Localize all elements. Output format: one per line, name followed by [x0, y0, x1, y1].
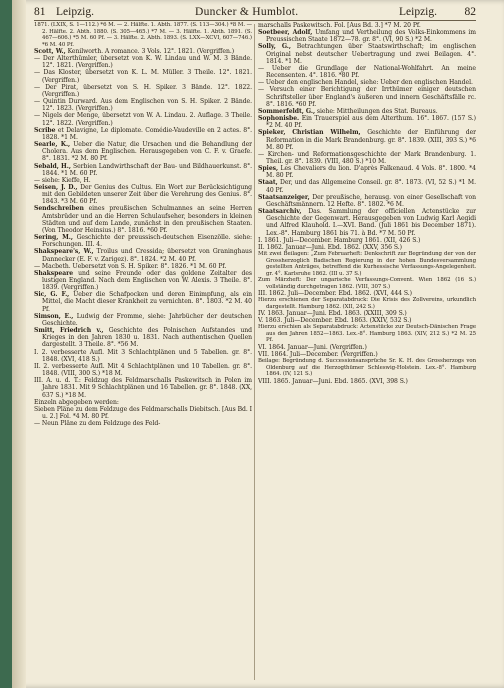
entry-author: Seisen, J. D., [34, 183, 78, 191]
entry-text: Zum Märzheft: Der ungarische Verfassungs-Convent. Wien 1862 (16 S.) vollständig durchgetragen 1862. (VIII, 307 S.) [258, 277, 476, 290]
entry-text: Kenilworth. A romance. 3 Vols. 12°. 1821. (Vergriffen.) [67, 48, 235, 55]
catalog-entry [34, 69, 252, 83]
catalog-entry [34, 22, 252, 48]
catalog-entry [258, 29, 476, 43]
catalog-entry [258, 251, 476, 277]
catalog-entry [34, 84, 252, 98]
entry-author: Sendschreiben [34, 205, 84, 213]
entry-author: Solly, G., [258, 43, 291, 51]
catalog-entry [258, 151, 476, 165]
catalog-entry [34, 263, 252, 270]
catalog-entry [258, 297, 476, 310]
column-divider [254, 24, 255, 680]
catalog-entry [258, 244, 476, 251]
entry-text: Das. Sammlung der officiellen Actenstücke zur Geschichte der Gegenwart. Herausgegeben von Ludwig Karl Aegidi und Alfred Klauhold. I.—XVI. Band. (Juli 1861 bis December 1871). Lex.-8°. Hamburg 1861 bis 71. à Bd. *7 M. 50 Pf. [266, 208, 476, 237]
catalog-entry [34, 141, 252, 162]
entry-author: Sering, M., [34, 234, 73, 242]
catalog-entry [34, 234, 252, 248]
entry-text: Einzeln abgegeben werden: [34, 398, 119, 406]
entry-text: — Versuch einer Berichtigung der Irrthümer einiger deutschen Schriftsteller über England's äußeren und innern Geschäftsfälle rc. 8°. 1816. *60 Pf. [258, 86, 476, 108]
left-column [34, 22, 252, 682]
catalog-entry [34, 112, 252, 126]
entry-text: und seine Freunde oder das goldene Zeitalter des lustigen England. Nach dem Englischen von W. Alexis. 3 Theile. 8°. 1839. (Vergriffen.) [42, 269, 252, 292]
entry-text: — Ueber den englischen Handel, siehe: Ueber den englischen Handel. [258, 79, 473, 87]
entry-author: Scribe [34, 126, 56, 134]
entry-text: Ueber die Natur, die Ursachen und die Behandlung der Cholera. Aus dem Englischen. Herausgegeben von C. F. v. Graefe. 8°. 1831. *2 M. 80 Pf. [42, 141, 252, 163]
entry-text: Beilage: Begründung d. Successionsansprüche Sr. K. H. des Grossherzogs von Oldenburg auf die Herzogthümer Schleswig-Holstein. Lex.-8°. Hamburg 1864. (IV, 121 S.) [258, 358, 476, 378]
entry-author: Shakspeare's, W., [34, 248, 94, 256]
entry-author: Scott, W., [34, 48, 66, 55]
catalog-entry [258, 378, 476, 385]
entry-text: Geschichte der Einführung der Reformation in die Mark Brandenburg. gr. 8°. 1839. (XIII, 393 S.) *6 M. 80 Pf. [266, 129, 476, 151]
catalog-entry [34, 363, 252, 377]
catalog-entry [34, 177, 252, 184]
entry-text: III. A. u. d. T.: Feldzug des Feldmarschalls Paskewitsch in Polen im Jahre 1831. Mit 9 Schlachtplänen und 16 Tabellen. gr. 8°. 1848. (XX, 637 S.) *18 M. [34, 377, 252, 399]
catalog-entry [258, 79, 476, 86]
brace-price-label: *18 M. [100, 370, 123, 378]
entry-text: — Nigels der Menge, übersetzt von W. A. Lindau. 2. Auflage. 3 Theile. 12°. 1822. (Vergriffen.) [34, 112, 252, 127]
entry-text: Geschichte der preussisch-deutschen Eisenzölle. siehe: Forschungen. III. 4. [42, 234, 252, 249]
publisher-name: Duncker & Humblot. [195, 6, 299, 18]
catalog-entry [258, 179, 476, 193]
entry-text: — Macbeth. Uebersetzt von S. H. Spiker. 8°. 1826. *1 M. 60 Pf. [34, 262, 227, 270]
entry-text: Troilus und Cressida; übersetzt von Graninghaus Dannecker (E. F. v. Zarigez). 8°. 1824. *2 M. 40 Pf. [42, 248, 252, 263]
right-column [258, 22, 476, 682]
entry-text: IV. 1863. Januar—Juni. Ebd. 1863. (XXIII, 309 S.) [258, 310, 407, 318]
catalog-entry [258, 317, 476, 324]
entry-text: V. 1863. Juli—December. Ebd. 1863. (XXIV, 532 S.) [258, 317, 412, 325]
entry-author: Staatsarchiv, [258, 208, 302, 216]
city-right: Leipzig. [399, 6, 437, 18]
catalog-entry [34, 48, 252, 55]
entry-text: II. 2. verbesserte Aufl. Mit 4 Schlachtplänen und 10 Tabellen. gr. 8°. 1848. (VIII, 300 S.) [34, 362, 252, 378]
entry-text: II. 1862. Januar—Juni. Ebd. 1862. (XXV, 356 S.) [258, 243, 403, 251]
catalog-entry [258, 165, 476, 179]
entry-text: VI. 1864. Januar—Juni. (Vergriffen.) [258, 343, 367, 351]
entry-text: Sieben Pläne zu dem Feldzuge des Feldmarschalls Diebitsch. [Aus Bd. I u. 2.] Fol. *4 M. 80 Pf. [34, 405, 252, 420]
entry-text: — Der Alterthümler, übersetzt von K. W. Lindau und W. M. 3 Bände. 12°. 1821. (Vergriffen.) [34, 55, 252, 70]
entry-text: marschalls Paskewitsch. Fol. [Aus Bd. 3.] *7 M. 20 Pf. [258, 22, 421, 29]
entry-author: Sic, G. F., [34, 291, 70, 299]
catalog-entry [34, 98, 252, 112]
entry-text: — Kirchen- und Reformationsgeschichte der Mark Brandenburg. 1. Theil. gr. 8°. 1839. (VIII, 480 S.) *10 M. [258, 150, 476, 165]
entry-text: Hierzu erschienen der Separatabdruck: Die Krisis des Zollvereins, urkundlich dargestellt. Hamburg 1862. (XII, 242 S.) [258, 297, 476, 310]
entry-text: III. 1862. Juli—December. Ebd. 1862. (XVI, 444 S.) [258, 290, 412, 297]
catalog-entry [34, 127, 252, 141]
catalog-entry [258, 290, 476, 297]
entry-text: Serbien Landwirthschaft der Bau- und Bildhauerkunst. 8°. 1844. *1 M. 60 Pf. [42, 162, 252, 177]
entry-text: et Delavigne, Le diplomate. Comédie-Vaudeville en 2 actes. 8°. 1828. *1 M. [42, 126, 252, 141]
entry-text: Les Chevaliers du lion. D'après Falkenaud. 4 Vols. 8°. 1800. *4 M. 80 Pf. [266, 165, 476, 180]
entry-author: Soetbeer, Adolf, [258, 29, 313, 37]
catalog-entry [258, 358, 476, 378]
catalog-entry [258, 324, 476, 344]
entry-author: Searle, K., [34, 141, 71, 149]
entry-text: Betrachtungen über Staatswirthschaft; im englischen Original nebst deutscher Uebertragung und zwei Beilagen. 4°. 1814. *1 M. [266, 43, 476, 65]
entry-text: Der Genius des Cultus. Ein Wort zur Berücksichtigung mit den Gebildeten unserer Zeit über die Verehrung des Genius. 8°. 1843. *3 M. 60 Pf. [42, 183, 252, 206]
entry-author: Sommerfeldt, G., [258, 107, 316, 115]
catalog-entry [258, 310, 476, 317]
catalog-entry [34, 313, 252, 327]
page-number-left: 81 [34, 6, 46, 18]
catalog-entry [258, 86, 476, 107]
entry-author: Staat, [258, 179, 278, 187]
page-number-right: 82 [464, 6, 476, 18]
catalog-entry [34, 205, 252, 234]
catalog-entry [258, 194, 476, 208]
header-rule [34, 20, 476, 21]
catalog-entry [258, 351, 476, 358]
entry-author: Spieker, Christian Wilhelm, [258, 129, 361, 137]
entry-text: — Ueber die Grundlage der National-Wohlfahrt. An meine Recensenten. 4°. 1816. *80 Pf. [258, 64, 476, 80]
entry-text: Ueber die Schafpocken und deren Einimpfung, als ein Mittel, die Macht dieser Krankheit zu vernichten. 8°. 1803. *2 M. 40 Pf. [42, 291, 252, 313]
entry-author: Simson, E., [34, 312, 74, 320]
catalog-entry [34, 377, 252, 398]
entry-text: Geschichte des Polnischen Aufstandes und Krieges in den Jahren 1830 u. 1831. Nach authentischen Quellen dargestellt. 3 Theile. 8°. *56 M. [42, 327, 252, 349]
catalog-entry [258, 115, 476, 129]
catalog-entry [34, 270, 252, 291]
entry-text: — siehe: Kieffe, H. [34, 176, 91, 184]
entry-text: VII. 1864. Juli—December. (Vergriffen.) [258, 351, 378, 359]
entry-text: — Das Kloster, übersetzt von K. L. M. Müller. 3 Theile. 12°. 1821. (Vergriffen.) [34, 69, 252, 84]
catalog-entry [34, 420, 252, 427]
entry-author: Sophonisbe. [258, 115, 300, 123]
catalog-entry [34, 327, 252, 348]
catalog-entry [34, 399, 252, 406]
entry-text: 1871. (LXIX, S. 1—112.) *6 M. — 2. Hälfte. 1. Abth. 1877. (S. 113—304.) *8 M. — 2. Hälfte. 2. Abth. 1880. (S. 305—465.) *7 M. — 3. Hälfte. 1. Abth. 1891. (S. 467—606.) *5 M. 60 Pf. — 3. Hälfte. 2. Abth. 1893. (S. LXX—XCVI, 607—746.) *6 M. 40 Pf. [34, 22, 252, 48]
entry-author: Sebald, H., [34, 162, 71, 170]
entry-text: siehe: Mittheilungen des Stat. Bureaus. [316, 107, 438, 115]
entry-text: Der, und das Allgemeine Conseil. gr. 8°. 1873. (VI, 52 S.) *1 M. 40 Pf. [266, 179, 476, 194]
entry-author: Staatsanzeiger, [258, 193, 310, 201]
catalog-entry [34, 406, 252, 420]
entry-text: Mit zwei Beilagen: „Zum Februarheft: Denkschrift zur Begründung der von der Grossherzoglich Badischen Regierung in der hohen Bundesversammlung gestellten Anträges, betreffend die Kurhessische Verfassungs-Angelegenheit. gr. 4°. Karlsruhe 1862. (III u. 37 S.) [258, 251, 476, 277]
entry-text: Umfang und Vertheilung des Volks-Einkommens im Preussischen Staate 1872—78. gr. 8°. (VI, 90 S.) *2 M. [266, 29, 476, 44]
catalog-entry [34, 55, 252, 69]
entry-text: Ludwig der Fromme, siehe: Jahrbücher der deutschen Geschichte. [42, 312, 252, 327]
entry-text: — Neun Pläne zu dem Feldzuge des Feld- [34, 420, 161, 428]
catalog-entry [258, 208, 476, 237]
entry-text: I. 2. verbesserte Aufl. Mit 3 Schlachtplänen und 5 Tabellen. gr. 8°. 1848. (XVI, 418 S.) [34, 348, 252, 363]
catalog-entry [258, 65, 476, 79]
page-gutter [12, 0, 26, 688]
catalog-entry [258, 108, 476, 115]
entry-text: Hierzu erschien als Separatabdruck: Actenstücke zur Deutsch-Dänischen Frage aus den Jahren 1852—1863. Lex.-8°. Hamburg 1863. (XIV, 212 S.) *2 M. 25 Pf. [258, 324, 476, 344]
catalog-entry [258, 22, 476, 29]
entry-text: Der preußische, herausg. von einer Gesellschaft von Geschäftsmännern. 12 Hefte. 8°. 1802. *6 M. [266, 193, 476, 208]
catalog-entry [34, 184, 252, 205]
catalog-entry [258, 43, 476, 64]
catalog-entry [34, 349, 252, 363]
entry-text: eines preußischen Schulmannes an seine Herren Amtsbrüder und an die Herren Schulaufseher, besonders in kleinen Städten und auf dem Lande, zunächst in den preußischen Staaten. (Von Theodor Heinsius.) 8°. 1816. *60 Pf. [42, 205, 252, 234]
catalog-entry [258, 129, 476, 150]
catalog-entry [34, 291, 252, 312]
entry-text: I. 1861. Juli—December. Hamburg 1861. (XII, 426 S.) [258, 236, 421, 244]
entry-text: VIII. 1865. Januar—Juni. Ebd. 1865. (XVI, 398 S.) [258, 377, 408, 385]
entry-author: Shakspeare [34, 269, 74, 277]
catalog-entry [258, 237, 476, 244]
entry-text: Ein Trauerspiel aus dem Alterthum. 16°. 1867. (157 S.) *2 M. 40 Pf. [266, 115, 476, 130]
catalog-entry [34, 163, 252, 177]
catalog-entry [258, 277, 476, 290]
entry-text: — Der Pirat, übersetzt von S. H. Spiker. 3 Bände. 12°. 1822. (Vergriffen.) [34, 83, 252, 98]
city-left: Leipzig. [56, 6, 94, 18]
catalog-entry [258, 344, 476, 351]
entry-text: — Quintin Durward. Aus dem Englischen von S. H. Spiker. 2 Bände. 12°. 1823. (Vergriffen.) [34, 98, 252, 113]
catalog-entry [34, 248, 252, 262]
entry-author: Spies, [258, 165, 279, 173]
entry-author: Smitt, Friedrich v., [34, 327, 104, 335]
